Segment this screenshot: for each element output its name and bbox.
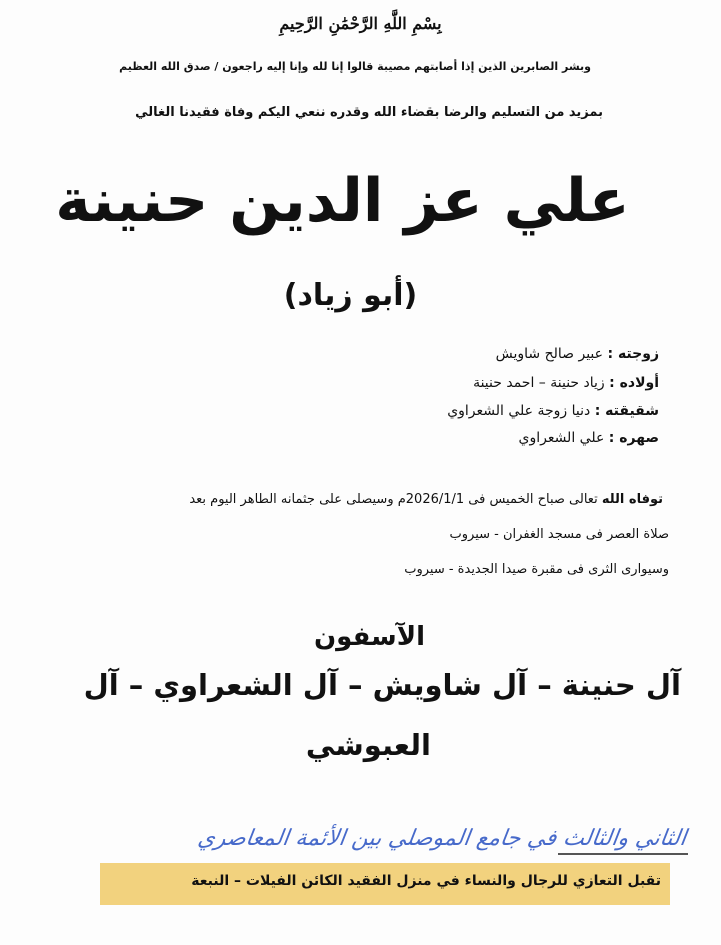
mourners-families-line-2: العبوشي xyxy=(305,728,431,762)
basmala: بِسْمِ اللَّهِ الرَّحْمَٰنِ الرَّحِيمِ xyxy=(279,14,442,33)
death-notice-line-1 xyxy=(189,492,663,507)
mourners-families-line-1: آل حنينة – آل شاويش – آل الشعراوي – آل xyxy=(83,668,681,702)
death-notice-lead: توفاه الله xyxy=(601,492,663,507)
announcement-intro: بمزيد من التسليم والرضا بقضاء الله وقدره ننعي اليكم وفاة فقيدنا الغالي xyxy=(135,105,603,120)
handwritten-strike-line xyxy=(558,853,688,855)
mourners-title: الآسفون xyxy=(313,622,425,652)
family-label: شقيقته : xyxy=(594,403,659,419)
death-notice-line-2: صلاة العصر فى مسجد الغفران - سيروب xyxy=(449,527,669,542)
handwritten-note: الثاني والثالث في جامع الموصلي بين الأئمة المعاصري xyxy=(196,826,688,851)
deceased-name: علي عز الدين حنينة xyxy=(55,166,630,236)
deceased-nickname: (أبو زياد) xyxy=(283,278,418,313)
family-value: دنيا زوجة علي الشعراوي xyxy=(447,403,591,419)
death-notice-line-3: وسيوارى الثرى فى مقبرة صيدا الجديدة - سيروب xyxy=(404,562,669,577)
condolence-notice xyxy=(191,873,661,889)
family-row-sister xyxy=(447,403,659,419)
family-label: زوجته : xyxy=(607,346,659,362)
death-notice-text: تعالى صباح الخميس فى 2026/1/1م وسيصلى على جثمانه الطاهر اليوم بعد xyxy=(189,492,598,507)
condolence-lead: تقبل التعازي xyxy=(572,873,661,889)
family-label: صهره : xyxy=(608,430,659,446)
family-row-wife xyxy=(496,346,659,362)
family-value: علي الشعراوي xyxy=(518,430,605,446)
family-label: أولاده : xyxy=(609,375,659,391)
family-value: زياد حنينة – احمد حنينة xyxy=(473,375,605,391)
family-row-children xyxy=(473,375,659,391)
family-row-in-law xyxy=(518,430,659,446)
quran-verse: وبشر الصابرين الذين إذا أصابتهم مصيبة قالوا إنا لله وإنا إليه راجعون / صدق الله العظيم xyxy=(119,60,591,73)
family-value: عبير صالح شاويش xyxy=(495,346,604,362)
condolence-text: للرجال والنساء في منزل الفقيد الكائن الفيلات – النبعة xyxy=(191,873,568,889)
